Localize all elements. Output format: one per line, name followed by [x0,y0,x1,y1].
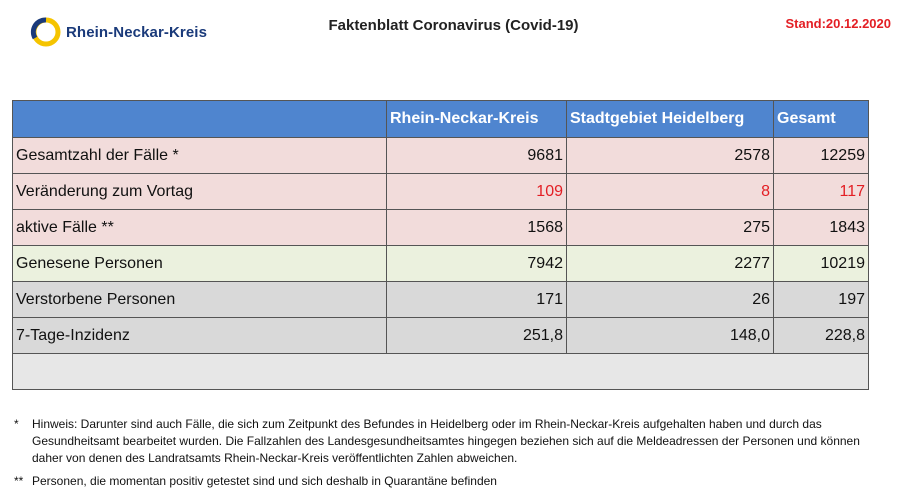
cell-hd: 8 [567,174,774,210]
cell-total: 228,8 [774,318,869,354]
row-label: aktive Fälle ** [13,210,387,246]
logo-text: Rhein-Neckar-Kreis [66,23,208,41]
cell-rnk: 171 [387,282,567,318]
footnote-text: Hinweis: Darunter sind auch Fälle, die sich zum Zeitpunkt des Befundes in Heidelberg oder im Rhein-Neckar-Kreis aufgehalten haben und durch das Gesundheitsamt bearbeitet wurden. Die Fallzahlen des Landesgesundheitsamtes hingegen beziehen sich auf die Meldeadressen der Personen und können daher von denen des Landratsamts Rhein-Neckar-Kreis veröffentlichten Zahlen abweichen. [32,417,860,465]
table-row [13,318,869,354]
empty-cell [13,354,869,390]
cell-hd: 275 [567,210,774,246]
cell-hd: 2277 [567,246,774,282]
footnotes [14,416,874,490]
cell-rnk: 109 [387,174,567,210]
table-row [13,282,869,318]
row-label: Veränderung zum Vortag [13,174,387,210]
row-label: Verstorbene Personen [13,282,387,318]
footnote-2 [14,473,874,490]
cell-hd: 26 [567,282,774,318]
facts-table [12,100,869,390]
footnote-mark: * [14,417,19,431]
cell-hd: 2578 [567,138,774,174]
cell-total: 117 [774,174,869,210]
cell-hd: 148,0 [567,318,774,354]
footnote-1 [14,416,874,467]
column-header-rnk: Rhein-Neckar-Kreis [387,101,567,138]
row-label: Gesamtzahl der Fälle * [13,138,387,174]
page-title: Faktenblatt Coronavirus (Covid-19) [328,17,579,34]
cell-rnk: 9681 [387,138,567,174]
table-row [13,138,869,174]
row-label: 7-Tage-Inzidenz [13,318,387,354]
cell-rnk: 251,8 [387,318,567,354]
cell-total: 12259 [774,138,869,174]
footnote-mark: ** [14,474,24,488]
column-header-hd: Stadtgebiet Heidelberg [567,101,774,138]
cell-total: 10219 [774,246,869,282]
table-row [13,210,869,246]
cell-rnk: 1568 [387,210,567,246]
table-row [13,246,869,282]
row-label: Genesene Personen [13,246,387,282]
cell-rnk: 7942 [387,246,567,282]
column-header-total: Gesamt [774,101,869,138]
table-row [13,174,869,210]
empty-row [13,354,869,390]
column-header-label [13,101,387,138]
table-header-row [13,101,869,138]
footnote-text: Personen, die momentan positiv getestet sind und sich deshalb in Quarantäne befinden [32,474,497,488]
stand-date: Stand:20.12.2020 [785,16,891,31]
cell-total: 197 [774,282,869,318]
cell-total: 1843 [774,210,869,246]
